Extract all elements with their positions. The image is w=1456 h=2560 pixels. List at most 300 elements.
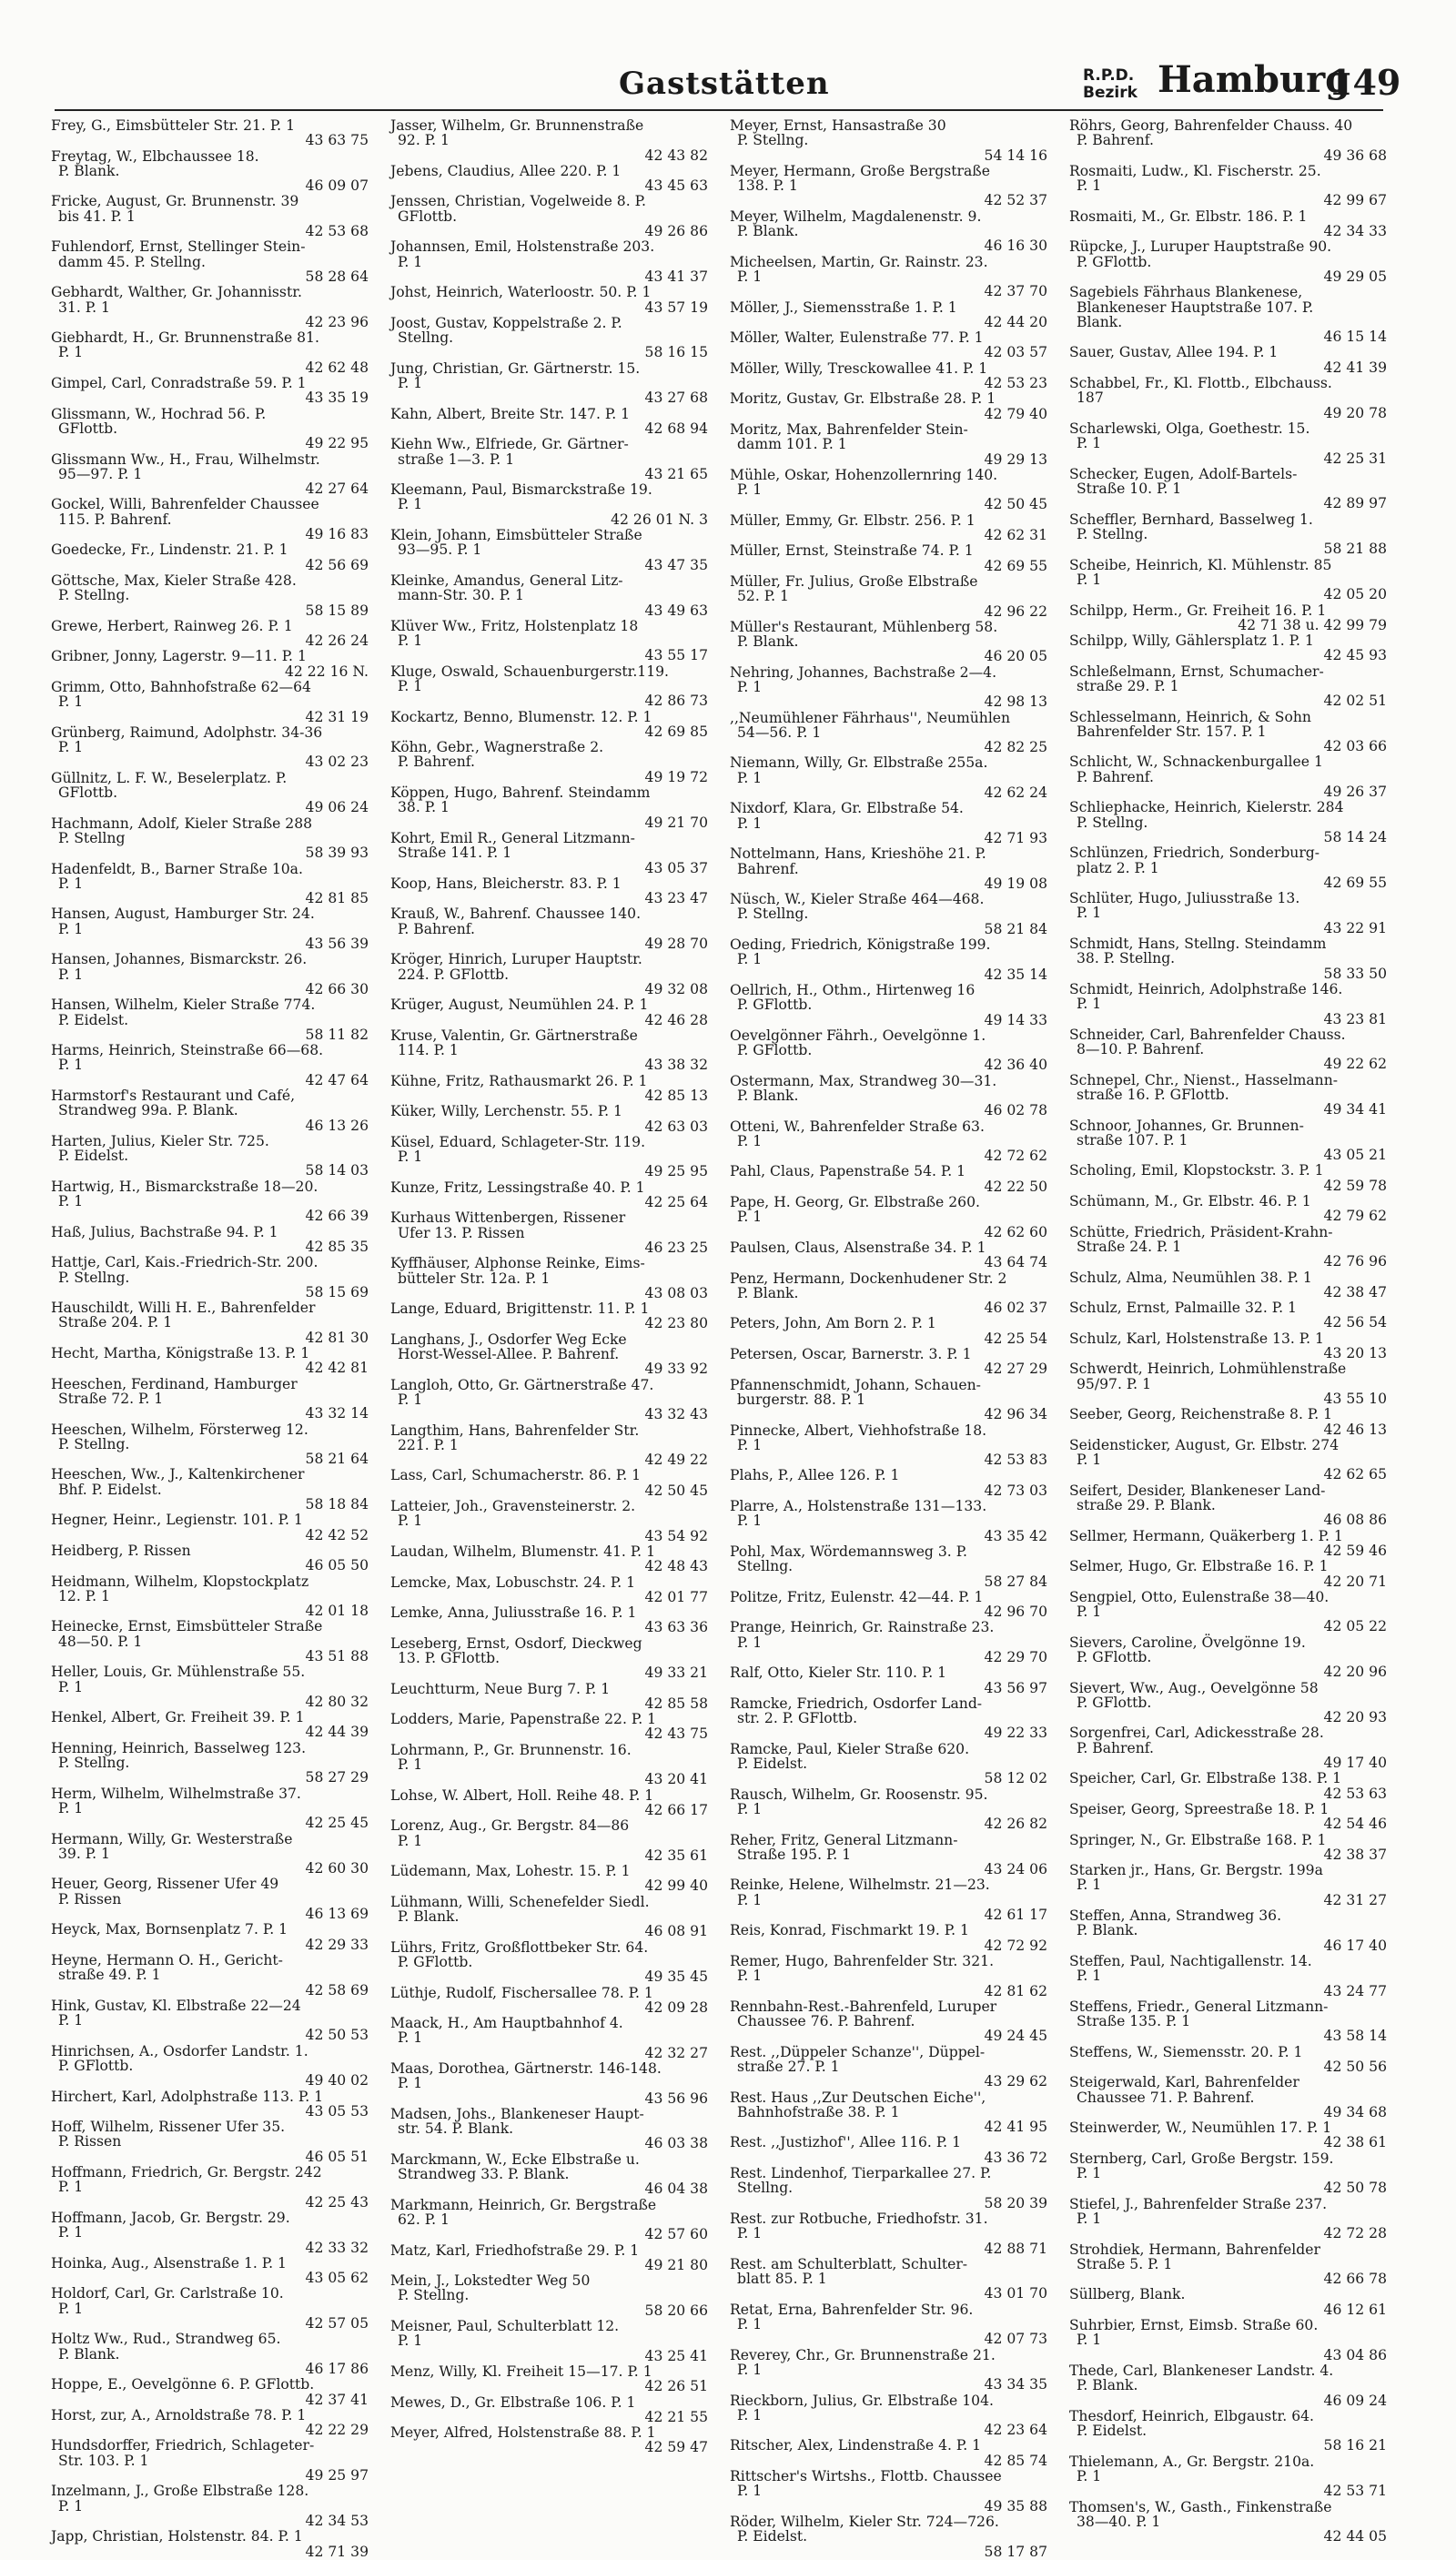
entry-text: Thomsen's, W., Gasth., Finkenstraße — [1069, 2498, 1332, 2515]
phone-number: 42 34 33 — [1323, 223, 1387, 240]
phone-number: 42 05 20 — [1323, 586, 1387, 603]
directory-entry — [1069, 800, 1392, 845]
entry-text: Hadenfeldt, B., Barner Straße 10a. — [51, 860, 303, 877]
directory-entry — [390, 785, 713, 830]
directory-entry — [390, 2198, 713, 2242]
directory-entry — [1069, 710, 1392, 754]
phone-number: 42 44 05 — [1323, 2528, 1387, 2545]
entry-text: Giebhardt, H., Gr. Brunnenstraße 81. — [51, 329, 319, 347]
entry-text: P. Stellng. — [58, 1435, 130, 1452]
entry-text: Küsel, Eduard, Schlageter-Str. 119. — [390, 1133, 646, 1150]
entry-text: 54—56. P. 1 — [737, 723, 822, 741]
entry-text: Hachmann, Adolf, Kieler Straße 288 — [51, 815, 313, 832]
entry-text: Langloh, Otto, Gr. Gärtnerstraße 47. — [390, 1376, 654, 1393]
phone-number: 42 33 32 — [305, 2239, 369, 2256]
entry-text: Hundsdorffer, Friedrich, Schlageter- — [51, 2437, 315, 2454]
entry-text: Meyer, Wilhelm, Magdalenenstr. 9. — [730, 207, 982, 225]
directory-entry — [51, 239, 374, 284]
phone-number: 43 02 23 — [305, 754, 369, 771]
phone-number: 42 22 16 N. — [284, 663, 369, 680]
header-rule — [55, 109, 1383, 111]
directory-entry — [390, 2061, 713, 2106]
phone-number: 42 85 35 — [305, 1238, 369, 1255]
phone-number: 42 26 24 — [305, 632, 369, 650]
entry-text: Herm, Wilhelm, Wilhelmstraße 37. — [51, 1785, 301, 1802]
phone-number: 46 03 38 — [644, 2135, 708, 2152]
phone-number: 42 03 66 — [1323, 738, 1387, 755]
phone-number: 42 26 82 — [984, 1816, 1047, 1833]
entry-text: P. 1 — [737, 1209, 763, 1226]
entry-text: Frey, G., Eimsbütteler Str. 21. P. 1 — [51, 117, 296, 134]
directory-entry — [51, 1619, 374, 1664]
entry-text: Göttsche, Max, Kieler Straße 428. — [51, 572, 297, 589]
directory-entry — [51, 452, 374, 497]
directory-entry — [1069, 1361, 1392, 1406]
entry-text: Blankeneser Hauptstraße 107. P. — [1077, 298, 1314, 316]
phone-number: 42 23 64 — [984, 2422, 1047, 2439]
directory-entry — [51, 542, 374, 572]
phone-number: 58 16 21 — [1323, 2437, 1387, 2454]
directory-entry — [51, 906, 374, 951]
phone-number: 49 20 78 — [1323, 404, 1387, 421]
entry-text: Kühne, Fritz, Rathausmarkt 26. P. 1 — [390, 1072, 648, 1089]
phone-number: 43 24 06 — [984, 1861, 1047, 1878]
directory-entry — [1069, 1270, 1392, 1300]
directory-entry — [730, 665, 1053, 710]
phone-number: 42 07 73 — [984, 2331, 1047, 2348]
entry-text: Schulz, Ernst, Palmaille 32. P. 1 — [1069, 1300, 1297, 1317]
phone-number: 42 81 30 — [305, 1329, 369, 1346]
entry-text: Heeschen, Wilhelm, Försterweg 12. — [51, 1421, 308, 1438]
phone-number: 42 58 69 — [305, 1981, 369, 1998]
directory-entry — [390, 740, 713, 784]
phone-number: 43 38 32 — [644, 1057, 708, 1074]
directory-entry — [51, 1574, 374, 1619]
directory-entry — [730, 1620, 1053, 1665]
directory-entry — [390, 118, 713, 163]
phone-number: 42 50 45 — [984, 496, 1047, 513]
entry-text: Rest. Lindenhof, Tierparkallee 27. P. — [730, 2165, 992, 2182]
entry-text: P. Blank. — [398, 1908, 460, 1926]
entry-text: Straße 204. P. 1 — [58, 1314, 173, 1331]
directory-entry — [730, 1544, 1053, 1589]
entry-text: damm 101. P. 1 — [737, 436, 847, 453]
column-4 — [1069, 117, 1392, 2545]
entry-text: P. 1 — [737, 2361, 763, 2378]
entry-text: P. 1 — [737, 1891, 763, 1908]
directory-entry — [730, 937, 1053, 982]
entry-text: Schulz, Karl, Holstenstraße 13. P. 1 — [1069, 1330, 1324, 1347]
entry-text: Lohse, W. Albert, Holl. Reihe 48. P. 1 — [390, 1786, 654, 1804]
phone-number: 42 38 47 — [1323, 1283, 1387, 1300]
entry-text: P. GFlottb. — [1077, 1648, 1152, 1665]
directory-entry — [390, 528, 713, 572]
directory-entry — [730, 2469, 1053, 2514]
directory-entry — [1069, 2454, 1392, 2499]
directory-entry — [730, 300, 1053, 330]
directory-entry — [730, 1468, 1053, 1498]
phone-number: 42 48 43 — [644, 1558, 708, 1575]
rpd-district-label — [1083, 67, 1138, 102]
phone-number: 49 29 05 — [1323, 268, 1387, 285]
entry-text: Rest. Haus ,,Zur Deutschen Eiche'', — [730, 2089, 986, 2106]
directory-entry — [730, 892, 1053, 936]
directory-entry — [390, 1074, 713, 1104]
entry-text: Pahl, Claus, Papenstraße 54. P. 1 — [730, 1163, 966, 1180]
directory-entry — [1069, 1118, 1392, 1163]
phone-number: 42 66 39 — [305, 1208, 369, 1225]
entry-text: Harms, Heinrich, Steinstraße 66—68. — [51, 1042, 324, 1059]
directory-entry — [390, 482, 713, 527]
entry-text: Lange, Eduard, Brigittenstr. 11. P. 1 — [390, 1300, 650, 1318]
entry-text: P. Blank. — [1077, 1922, 1138, 1939]
entry-text: Speicher, Carl, Gr. Elbstraße 138. P. 1 — [1069, 1770, 1342, 1787]
phone-number: 46 08 91 — [644, 1923, 708, 1940]
entry-text: Grünberg, Raimund, Adolphstr. 34-36 — [51, 723, 323, 741]
directory-entry — [1069, 2318, 1392, 2363]
phone-number: 58 17 87 — [984, 2543, 1047, 2560]
entry-text: P. 1 — [58, 344, 84, 361]
phone-number: 49 29 13 — [984, 450, 1047, 468]
entry-text: P. 1 — [1077, 2165, 1102, 2182]
entry-text: Hoff, Wilhelm, Rissener Ufer 35. — [51, 2119, 286, 2136]
directory-entry — [390, 906, 713, 951]
entry-text: P. 1 — [58, 1799, 84, 1816]
entry-text: P. 1 — [58, 2497, 84, 2514]
entry-text: Ramcke, Paul, Kieler Straße 620. — [730, 1740, 970, 1757]
phone-number: 42 72 62 — [984, 1148, 1047, 1165]
entry-text: Röhrs, Georg, Bahrenfelder Chauss. 40 — [1069, 117, 1353, 134]
phone-number: 42 89 97 — [1323, 495, 1387, 512]
entry-text: Remer, Hugo, Bahrenfelder Str. 321. — [730, 1952, 995, 1969]
entry-text: P. Rissen — [58, 1890, 122, 1907]
directory-entry — [390, 1864, 713, 1894]
entry-text: Kruse, Valentin, Gr. Gärtnerstraße — [390, 1027, 638, 1044]
directory-entry — [51, 2165, 374, 2210]
entry-text: Pfannenschmidt, Johann, Schauen- — [730, 1376, 981, 1393]
phone-number: 43 23 47 — [644, 890, 708, 907]
phone-number: 43 64 74 — [984, 1254, 1047, 1271]
phone-number: 49 26 37 — [1323, 784, 1387, 801]
directory-entry — [1069, 467, 1392, 511]
directory-entry — [1069, 664, 1392, 709]
directory-entry — [730, 801, 1053, 845]
directory-entry — [730, 543, 1053, 573]
entry-text: Kluge, Oswald, Schauenburgerstr.119. — [390, 663, 670, 680]
entry-text: 52. P. 1 — [737, 588, 789, 605]
phone-number: 42 56 69 — [305, 556, 369, 573]
directory-entry — [1069, 1863, 1392, 1907]
directory-entry — [51, 2438, 374, 2483]
phone-number: 42 20 93 — [1323, 1709, 1387, 1726]
entry-text: Reverey, Chr., Gr. Brunnenstraße 21. — [730, 2346, 996, 2363]
phone-number: 49 06 24 — [305, 799, 369, 816]
directory-entry — [1069, 118, 1392, 163]
entry-text: P. 1 — [58, 1678, 84, 1695]
phone-number: 46 02 37 — [984, 1300, 1047, 1317]
phone-number: 42 38 37 — [1323, 1846, 1387, 1863]
directory-entry — [51, 862, 374, 906]
entry-text: Steffens, W., Siemensstr. 20. P. 1 — [1069, 2043, 1303, 2060]
entry-text: Jasser, Wilhelm, Gr. Brunnenstraße — [390, 117, 644, 134]
directory-entry — [730, 983, 1053, 1027]
phone-number: 43 35 19 — [305, 390, 369, 407]
entry-text: Schwerdt, Heinrich, Lohmühlenstraße — [1069, 1361, 1347, 1378]
entry-text: Nottelmann, Hans, Krieshöhe 21. P. — [730, 845, 986, 863]
entry-text: Hartwig, H., Bismarckstraße 18—20. — [51, 1178, 318, 1195]
entry-text: P. 1 — [58, 1193, 84, 1210]
phone-number: 49 19 72 — [644, 768, 708, 785]
phone-number: 58 20 39 — [984, 2194, 1047, 2211]
phone-number: 43 04 86 — [1323, 2346, 1387, 2363]
phone-number: 58 14 03 — [305, 1162, 369, 1179]
phone-number: 42 79 40 — [984, 405, 1047, 422]
directory-entry — [1069, 982, 1392, 1027]
entry-text: Johst, Heinrich, Waterloostr. 50. P. 1 — [390, 284, 652, 301]
entry-text: Heyne, Hermann O. H., Gericht- — [51, 1951, 283, 1968]
entry-text: Klüver Ww., Fritz, Holstenplatz 18 — [390, 617, 639, 634]
entry-text: P. 1 — [1077, 996, 1102, 1013]
phone-number: 42 21 55 — [644, 2408, 708, 2425]
entry-text: P. 1 — [398, 2332, 423, 2350]
phone-number: 46 16 30 — [984, 238, 1047, 255]
entry-text: Hink, Gustav, Kl. Elbstraße 22—24 — [51, 1997, 301, 2014]
phone-number: 42 22 29 — [305, 2422, 369, 2439]
entry-text: Matz, Karl, Friedhofstraße 29. P. 1 — [390, 2241, 640, 2259]
entry-text: P. 1 — [737, 678, 763, 695]
phone-number: 46 12 61 — [1323, 2301, 1387, 2318]
entry-text: P. 1 — [737, 481, 763, 499]
entry-text: 221. P. 1 — [398, 1436, 459, 1453]
entry-text: Schmidt, Heinrich, Adolphstraße 146. — [1069, 980, 1343, 997]
entry-text: Hegner, Heinr., Legienstr. 101. P. 1 — [51, 1512, 303, 1529]
phone-number: 42 47 64 — [305, 1071, 369, 1088]
entry-text: 39. P. 1 — [58, 1845, 110, 1862]
entry-text: P. Blank. — [737, 1088, 799, 1104]
phone-number: 49 21 80 — [644, 2256, 708, 2273]
entry-text: Mühle, Oskar, Hohenzollernring 140. — [730, 466, 998, 483]
phone-number: 42 71 38 u. 42 99 79 — [1238, 616, 1387, 633]
page-number: 149 — [1329, 62, 1401, 103]
directory-entry — [390, 710, 713, 740]
phone-number: 58 21 88 — [1323, 541, 1387, 558]
phone-number: 42 49 22 — [644, 1452, 708, 1469]
phone-number: 42 23 80 — [644, 1315, 708, 1332]
directory-entry — [1069, 1407, 1392, 1437]
entry-text: Haß, Julius, Bachstraße 94. P. 1 — [51, 1223, 278, 1240]
entry-text: Kröger, Hinrich, Luruper Hauptstr. — [390, 951, 642, 968]
entry-text: Selmer, Hugo, Gr. Elbstraße 16. P. 1 — [1069, 1558, 1329, 1575]
phone-number: 42 26 01 N. 3 — [611, 511, 708, 528]
entry-text: Stiefel, J., Bahrenfelder Straße 237. — [1069, 2195, 1328, 2212]
directory-entry — [51, 649, 374, 679]
entry-text: Sauer, Gustav, Allee 194. P. 1 — [1069, 344, 1279, 361]
directory-entry — [51, 1300, 374, 1345]
entry-text: P. 1 — [398, 253, 423, 270]
entry-text: Kunze, Fritz, Lessingstraße 40. P. 1 — [390, 1179, 645, 1196]
directory-entry — [1069, 1635, 1392, 1680]
phone-number: 49 40 02 — [305, 2072, 369, 2089]
entry-text: Grimm, Otto, Bahnhofstraße 62—64 — [51, 678, 311, 695]
directory-entry — [51, 1043, 374, 1088]
district-label: Bezirk — [1083, 84, 1138, 102]
entry-text: Schneider, Carl, Bahrenfelder Chauss. — [1069, 1026, 1346, 1043]
phone-number: 43 27 68 — [644, 390, 708, 407]
directory-entry — [730, 330, 1053, 360]
entry-text: Maack, H., Am Hauptbahnhof 4. — [390, 2015, 623, 2032]
phone-number: 42 53 83 — [984, 1452, 1047, 1469]
entry-text: Stellng. — [398, 329, 454, 347]
entry-text: Heidberg, P. Rissen — [51, 1542, 191, 1559]
directory-entry — [390, 2425, 713, 2455]
phone-number: 42 66 30 — [305, 980, 369, 997]
entry-text: Rausch, Wilhelm, Gr. Roosenstr. 95. — [730, 1786, 988, 1803]
page-title: Gaststätten — [619, 66, 830, 102]
entry-text: Glissmann Ww., H., Frau, Wilhelmstr. — [51, 450, 320, 468]
phone-number: 49 25 95 — [644, 1163, 708, 1180]
phone-number: 58 21 84 — [984, 920, 1047, 937]
entry-text: Straße 135. P. 1 — [1077, 2013, 1191, 2030]
entry-text: P. Bahrenf. — [1077, 1739, 1154, 1756]
directory-entry — [51, 330, 374, 375]
directory-entry — [1069, 1483, 1392, 1528]
entry-text: Gebhardt, Walther, Gr. Johannisstr. — [51, 284, 302, 301]
directory-entry — [730, 711, 1053, 755]
directory-entry — [730, 846, 1053, 891]
entry-text: Schmidt, Hans, Stellng. Steindamm — [1069, 936, 1327, 953]
entry-text: P. 1 — [58, 2224, 84, 2241]
phone-number: 42 20 71 — [1323, 1573, 1387, 1590]
phone-number: 54 14 16 — [984, 147, 1047, 164]
phone-number: 43 32 43 — [644, 1406, 708, 1423]
phone-number: 43 55 10 — [1323, 1390, 1387, 1407]
directory-entry — [1069, 512, 1392, 557]
phone-number: 43 24 77 — [1323, 1982, 1387, 1999]
entry-text: Schliephacke, Heinrich, Kielerstr. 284 — [1069, 799, 1344, 816]
directory-entry — [1069, 1725, 1392, 1770]
entry-text: 38—40. P. 1 — [1077, 2513, 1161, 2530]
entry-text: P. 1 — [58, 2179, 84, 2196]
directory-columns — [51, 117, 1389, 2560]
entry-text: P. 1 — [737, 1968, 763, 1985]
phone-number: 42 62 60 — [984, 1223, 1047, 1240]
entry-text: Ostermann, Max, Strandweg 30—31. — [730, 1072, 997, 1089]
phone-number: 42 35 61 — [644, 1847, 708, 1864]
entry-text: ,,Neumühlener Fährhaus'', Neumühlen — [730, 709, 1011, 726]
entry-text: Sievert, Ww., Aug., Oevelgönne 58 — [1069, 1679, 1319, 1696]
entry-text: Niemann, Willy, Gr. Elbstraße 255a. — [730, 754, 988, 772]
phone-number: 42 31 19 — [305, 708, 369, 725]
phone-number: 42 63 03 — [644, 1118, 708, 1135]
entry-text: 38. P. 1 — [398, 799, 450, 816]
directory-entry — [390, 876, 713, 906]
directory-entry — [730, 1378, 1053, 1422]
entry-text: Rieckborn, Julius, Gr. Elbstraße 104. — [730, 2392, 994, 2409]
directory-entry — [730, 468, 1053, 512]
entry-text: Hattje, Carl, Kais.-Friedrich-Str. 200. — [51, 1254, 318, 1271]
phone-number: 49 32 08 — [644, 980, 708, 997]
directory-entry — [1069, 2409, 1392, 2454]
directory-entry — [390, 2319, 713, 2363]
entry-text: Lemke, Anna, Juliusstraße 16. P. 1 — [390, 1604, 637, 1622]
phone-number: 42 62 24 — [984, 784, 1047, 802]
entry-text: Moritz, Max, Bahrenfelder Stein- — [730, 420, 968, 438]
phone-number: 42 43 82 — [644, 147, 708, 164]
directory-entry — [730, 1240, 1053, 1270]
entry-text: Nehring, Johannes, Bachstraße 2—4. — [730, 663, 997, 681]
entry-text: Plarre, A., Holstenstraße 131—133. — [730, 1498, 987, 1515]
entry-text: P. 1 — [1077, 905, 1102, 922]
city-name: Hamburg — [1158, 58, 1351, 101]
directory-entry — [390, 1378, 713, 1422]
entry-text: Starken jr., Hans, Gr. Bergstr. 199a — [1069, 1862, 1323, 1879]
phone-number: 43 05 21 — [1323, 1147, 1387, 1164]
entry-text: Scheffler, Bernhard, Basselweg 1. — [1069, 511, 1313, 528]
entry-text: P. Bahrenf. — [398, 920, 475, 937]
entry-text: Schnepel, Chr., Nienst., Hasselmann- — [1069, 1071, 1339, 1088]
directory-entry — [51, 2089, 374, 2120]
directory-entry — [51, 2529, 374, 2559]
phone-number: 42 25 45 — [305, 1815, 369, 1832]
directory-entry — [1069, 936, 1392, 981]
phone-number: 43 56 39 — [305, 936, 369, 953]
directory-entry — [1069, 239, 1392, 284]
entry-text: P. 1 — [737, 1513, 763, 1530]
entry-text: Rest. am Schulterblatt, Schulter- — [730, 2255, 968, 2272]
phone-number: 42 22 50 — [984, 1178, 1047, 1195]
phone-number: 43 22 91 — [1323, 919, 1387, 936]
directory-entry — [51, 2408, 374, 2438]
entry-text: Str. 103. P. 1 — [58, 2452, 149, 2469]
entry-text: Chaussee 76. P. Bahrenf. — [737, 2013, 915, 2030]
phone-number: 42 99 40 — [644, 1877, 708, 1895]
phone-number: 42 53 71 — [1323, 2483, 1387, 2500]
phone-number: 43 05 37 — [644, 859, 708, 876]
entry-text: burgerstr. 88. P. 1 — [737, 1391, 865, 1408]
phone-number: 46 15 14 — [1323, 329, 1387, 346]
entry-text: Thede, Carl, Blankeneser Landstr. 4. — [1069, 2362, 1334, 2379]
directory-entry — [51, 1998, 374, 2043]
directory-entry — [51, 1422, 374, 1467]
directory-entry — [1069, 1771, 1392, 1801]
phone-number: 43 35 42 — [984, 1527, 1047, 1544]
phone-number: 42 96 34 — [984, 1406, 1047, 1423]
phone-number: 42 27 64 — [305, 481, 369, 498]
entry-text: P. 1 — [398, 632, 423, 650]
entry-text: Leuchtturm, Neue Burg 7. P. 1 — [390, 1680, 611, 1697]
entry-text: Mein, J., Lokstedter Weg 50 — [390, 2272, 591, 2290]
entry-text: Krauß, W., Bahrenf. Chaussee 140. — [390, 906, 642, 923]
entry-text: Mewes, D., Gr. Elbstraße 106. P. 1 — [390, 2393, 636, 2411]
entry-text: Meyer, Alfred, Holstenstraße 88. P. 1 — [390, 2424, 656, 2442]
entry-text: Straße 141. P. 1 — [398, 845, 512, 862]
phone-number: 46 17 40 — [1323, 1937, 1387, 1954]
entry-text: Ritscher, Alex, Lindenstraße 4. P. 1 — [730, 2437, 982, 2454]
phone-number: 42 43 75 — [644, 1725, 708, 1743]
phone-number: 43 21 65 — [644, 465, 708, 482]
entry-text: P. 1 — [1077, 177, 1102, 195]
entry-text: GFlottb. — [58, 784, 118, 802]
phone-number: 42 25 54 — [984, 1330, 1047, 1347]
entry-text: P. Stellng — [58, 829, 126, 846]
directory-entry — [1069, 1908, 1392, 1953]
phone-number: 42 27 29 — [984, 1361, 1047, 1378]
phone-number: 43 56 97 — [984, 1679, 1047, 1696]
phone-number: 42 85 58 — [644, 1695, 708, 1712]
phone-number: 49 22 62 — [1323, 1056, 1387, 1073]
entry-text: P. 1 — [58, 920, 84, 937]
directory-entry — [51, 1786, 374, 1831]
